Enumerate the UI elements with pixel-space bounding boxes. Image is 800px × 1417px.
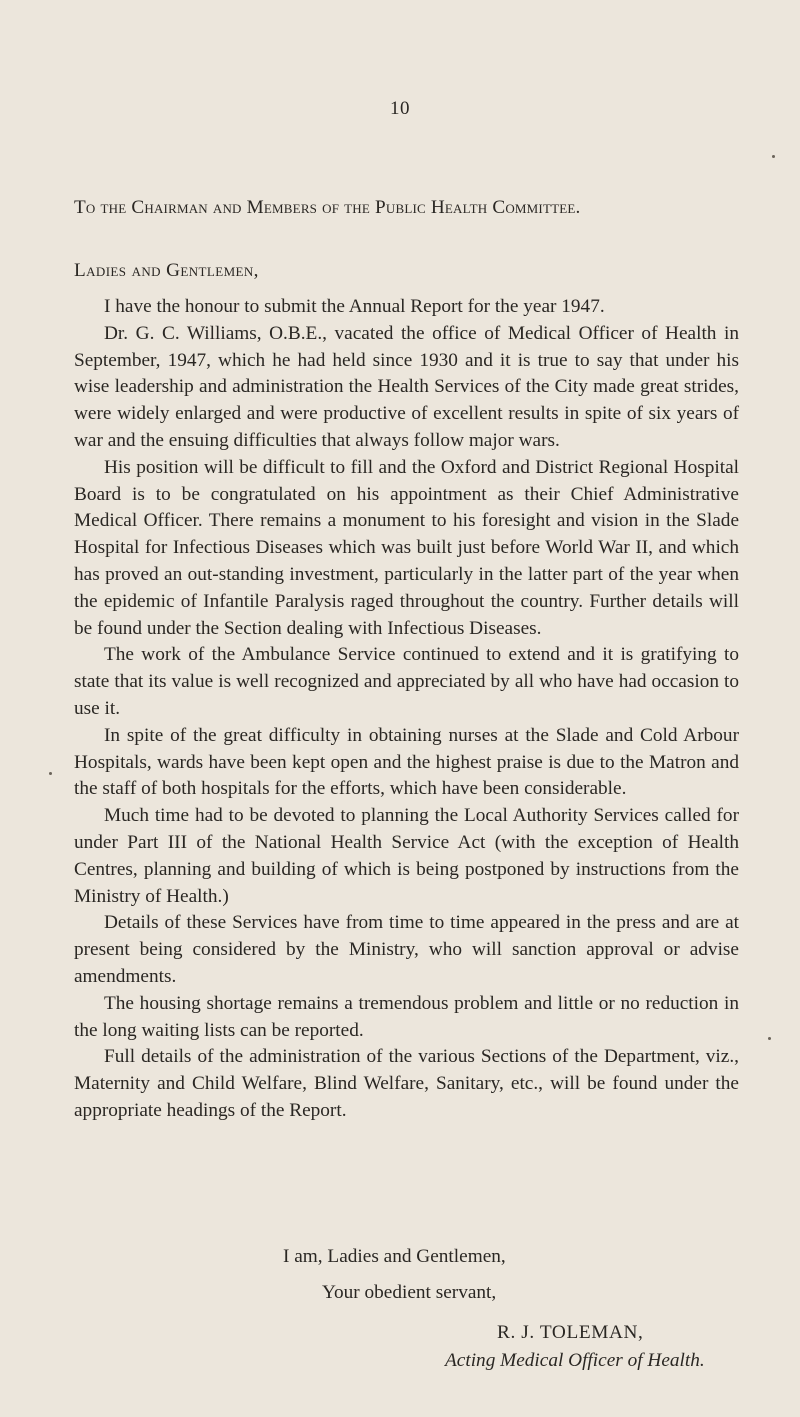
signature-title: Acting Medical Officer of Health. xyxy=(445,1350,705,1371)
paragraph: I have the honour to submit the Annual Report for the year 1947. xyxy=(104,296,605,317)
closing-line: Your obedient servant, xyxy=(322,1282,497,1303)
signature-name: R. J. TOLEMAN, xyxy=(497,1322,644,1343)
letter-salutation: Ladies and Gentlemen, xyxy=(74,260,259,281)
scan-speck xyxy=(768,1037,771,1040)
page-number: 10 xyxy=(390,98,410,119)
letter-body xyxy=(74,294,739,1125)
scan-speck xyxy=(49,772,52,775)
paragraph: The work of the Ambulance Service continued to extend and it is gratifying to state that its value is well recognized and appreciated by all who have had occasion to use it. xyxy=(74,644,739,719)
paragraph: Details of these Services have from time to time appeared in the press and are at present being considered by the Ministry, who will sanction approval or advise amendments. xyxy=(74,912,739,987)
letter-address: To the Chairman and Members of the Public Health Committee. xyxy=(74,197,581,218)
closing-line: I am, Ladies and Gentlemen, xyxy=(283,1246,506,1267)
paragraph: In spite of the great difficulty in obtaining nurses at the Slade and Cold Arbour Hospitals, wards have been kept open and the highest praise is due to the Matron and the staff of both hospitals for the efforts, which have been considerable. xyxy=(74,724,739,800)
paragraph: The housing shortage remains a tremendous problem and little or no reduction in the long waiting lists can be reported. xyxy=(74,992,739,1041)
paragraph: Full details of the administration of the various Sections of the Department, viz., Maternity and Child Welfare, Blind Welfare, Sanitary, etc., will be found under the appropriate headings of the Report. xyxy=(74,1046,739,1121)
paragraph: His position will be difficult to fill and the Oxford and District Regional Hospital Board is to be congratulated on his appointment as their Chief Administrative Medical Officer. There remains a monument to his foresight and vision in the Slade Hospital for Infectious Diseases which was built just before World War II, and which has proved an out-standing investment, particularly in the latter part of the year when the epidemic of Infantile Paralysis raged throughout the country. Further details will be found under the Section dealing with Infectious Diseases. xyxy=(74,456,739,639)
paragraph: Much time had to be devoted to planning the Local Authority Services called for under Part III of the National Health Service Act (with the exception of Health Centres, planning and building of which is being postponed by instructions from the Ministry of Health.) xyxy=(74,805,739,907)
paragraph: Dr. G. C. Williams, O.B.E., vacated the office of Medical Officer of Health in September, 1947, which he had held since 1930 and it is true to say that under his wise leadership and administration the Health Services of the City made great strides, were widely enlarged and were productive of excellent results in spite of six years of war and the ensuing difficulties that always follow major wars. xyxy=(74,322,739,451)
scan-speck xyxy=(772,155,775,158)
